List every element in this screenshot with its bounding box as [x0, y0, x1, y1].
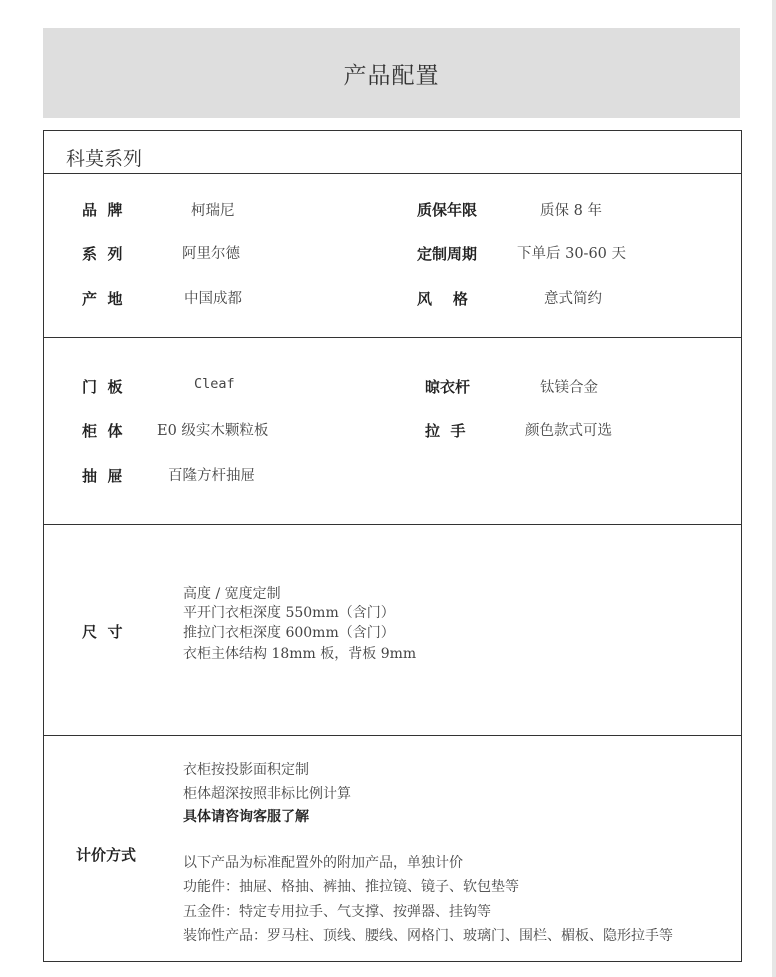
divider: [44, 735, 741, 736]
divider: [44, 524, 741, 525]
extra-line: 以下产品为标准配置外的附加产品，单独计价: [183, 855, 463, 871]
handle-value: 颜色款式可选: [525, 423, 612, 439]
origin-label: 产 地: [82, 290, 123, 308]
pricing-label: 计价方式: [76, 846, 137, 864]
origin-value: 中国成都: [184, 291, 242, 307]
cycle-label: 定制周期: [417, 245, 478, 263]
door-label: 门 板: [82, 378, 123, 396]
divider: [44, 173, 741, 174]
series-value: 阿里尔德: [182, 246, 240, 262]
brand-label: 品 牌: [82, 201, 123, 219]
spec-table: [43, 130, 742, 962]
rod-value: 钛镁合金: [540, 380, 598, 396]
pricing-line: 柜体超深按照非标比例计算: [183, 786, 351, 802]
extra-line: 装饰性产品：罗马柱、顶线、腰线、网格门、玻璃门、围栏、楣板、隐形拉手等: [183, 928, 673, 944]
rod-label: 晾衣杆: [425, 378, 471, 396]
size-line: 衣柜主体结构 18mm 板，背板 9mm: [183, 646, 417, 662]
style-value: 意式简约: [544, 291, 602, 307]
extra-line: 五金件：特定专用拉手、气支撑、按弹器、挂钩等: [183, 904, 491, 920]
drawer-label: 抽 屉: [82, 467, 123, 485]
size-line: 平开门衣柜深度 550mm（含门）: [183, 605, 395, 621]
page-edge-divider: [772, 0, 776, 977]
cycle-value: 下单后 30-60 天: [517, 246, 627, 262]
page-title: 产品配置: [343, 62, 440, 89]
brand-value: 柯瑞尼: [191, 203, 235, 219]
series-label: 系 列: [82, 245, 123, 263]
size-line: 推拉门衣柜深度 600mm（含门）: [183, 625, 395, 641]
drawer-value: 百隆方杆抽屉: [168, 468, 255, 484]
handle-label: 拉 手: [425, 422, 466, 440]
pricing-contact-note: 具体请咨询客服了解: [183, 809, 309, 825]
cabinet-label: 柜 体: [82, 422, 123, 440]
cabinet-value: E0 级实木颗粒板: [157, 423, 269, 439]
extra-line: 功能件：抽屉、格抽、裤抽、推拉镜、镜子、软包垫等: [183, 879, 519, 895]
size-label: 尺 寸: [82, 623, 123, 641]
door-value: Cleaf: [194, 376, 235, 392]
size-line: 高度 / 宽度定制: [183, 586, 281, 602]
pricing-line: 衣柜按投影面积定制: [183, 762, 309, 778]
page-header: [43, 28, 740, 118]
series-title: 科莫系列: [66, 148, 143, 170]
warranty-value: 质保 8 年: [540, 203, 602, 219]
style-label: 风 格: [417, 290, 468, 308]
warranty-label: 质保年限: [417, 201, 478, 219]
divider: [44, 337, 741, 338]
